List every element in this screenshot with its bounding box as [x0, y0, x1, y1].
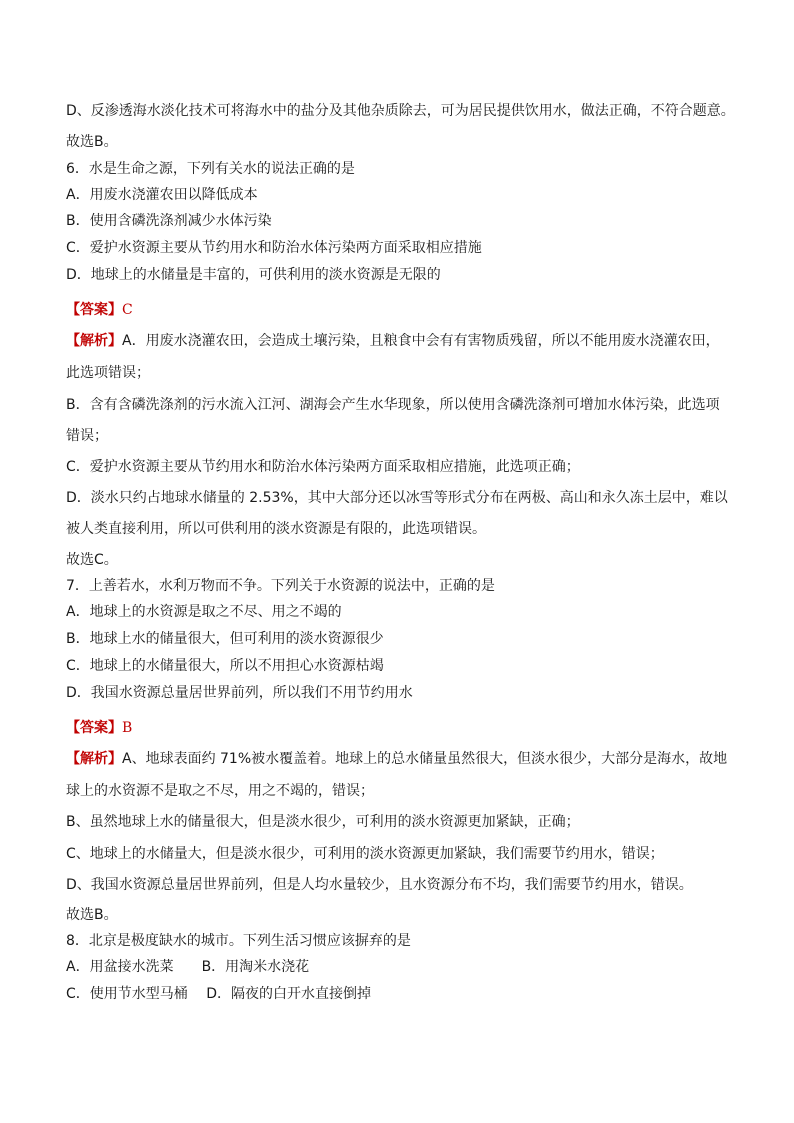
text-segment: B．地球上水的储量很大，但可利用的淡水资源很少	[66, 631, 384, 647]
text-segment: 被人类直接利用，所以可供利用的淡水资源是有限的，此选项错误。	[66, 521, 486, 537]
text-line	[66, 876, 693, 894]
text-segment: 7．上善若水，水利万物而不争。下列关于水资源的说法中，正确的是	[66, 578, 495, 594]
text-segment: 故选B。	[66, 134, 118, 150]
text-line	[66, 396, 720, 414]
text-segment: 球上的水资源不是取之不尽，用之不竭的，错误；	[66, 783, 374, 799]
text-segment: D．淡水只约占地球水储量的 2.53%，其中大部分还以冰雪等形式分布在两极、高山和永久冻土层中，难以	[66, 490, 728, 506]
text-line	[66, 719, 132, 737]
text-segment: B．使用含磷洗涤剂减少水体污染	[66, 213, 272, 229]
text-line	[66, 750, 727, 768]
text-line	[66, 266, 441, 284]
text-segment: C．爱护水资源主要从节约用水和防治水体污染两方面采取相应措施，此选项正确；	[66, 459, 580, 475]
text-line	[66, 364, 150, 382]
text-segment: C．爱护水资源主要从节约用水和防治水体污染两方面采取相应措施	[66, 240, 482, 256]
text-segment: 6．水是生命之源，下列有关水的说法正确的是	[66, 161, 355, 177]
text-segment: D．地球上的水储量是丰富的，可供利用的淡水资源是无限的	[66, 267, 441, 283]
text-segment: A．用废水浇灌农田，会造成土壤污染，且粮食中会有有害物质残留，所以不能用废水浇灌农田，	[122, 333, 720, 349]
text-segment: A．地球上的水资源是取之不尽、用之不竭的	[66, 604, 342, 620]
text-line	[66, 932, 411, 950]
text-segment: D．我国水资源总量居世界前列，所以我们不用节约用水	[66, 685, 413, 701]
text-segment: A．用废水浇灌农田以降低成本	[66, 187, 258, 203]
text-segment: C、地球上的水储量大，但是淡水很少，可利用的淡水资源更加紧缺，我们需要节约用水，错误；	[66, 846, 664, 862]
text-line	[66, 160, 355, 178]
text-line	[66, 657, 384, 675]
text-segment: 8．北京是极度缺水的城市。下列生活习惯应该摒弃的是	[66, 933, 411, 949]
section-label: 【解析】	[66, 333, 122, 349]
text-line	[66, 985, 371, 1003]
text-line	[66, 239, 482, 257]
text-line	[66, 603, 342, 621]
text-line	[66, 845, 664, 863]
text-line	[66, 906, 118, 924]
text-segment: 此选项错误；	[66, 365, 150, 381]
text-line	[66, 489, 728, 507]
text-line	[66, 813, 580, 831]
text-line	[66, 102, 735, 120]
text-segment: C	[122, 302, 133, 318]
text-line	[66, 427, 108, 445]
section-label: 【答案】	[66, 302, 122, 318]
section-label: 【解析】	[66, 751, 122, 767]
text-line	[66, 301, 133, 319]
text-segment: A．用盆接水洗菜 B．用淘米水浇花	[66, 959, 310, 975]
text-line	[66, 133, 118, 151]
text-segment: 故选B。	[66, 907, 118, 923]
text-line	[66, 332, 720, 350]
text-line	[66, 212, 272, 230]
text-line	[66, 551, 118, 569]
text-segment: D、反渗透海水淡化技术可将海水中的盐分及其他杂质除去，可为居民提供饮用水，做法正确，不符合题意。	[66, 103, 735, 119]
text-segment: D、我国水资源总量居世界前列，但是人均水量较少，且水资源分布不均，我们需要节约用水，错误。	[66, 877, 693, 893]
text-segment: C．地球上的水储量很大，所以不用担心水资源枯竭	[66, 658, 384, 674]
text-line	[66, 782, 374, 800]
text-segment: B、虽然地球上水的储量很大，但是淡水很少，可利用的淡水资源更加紧缺，正确；	[66, 814, 580, 830]
text-segment: C．使用节水型马桶 D．隔夜的白开水直接倒掉	[66, 986, 372, 1002]
text-line	[66, 520, 486, 538]
text-line	[66, 577, 495, 595]
text-line	[66, 684, 413, 702]
text-segment: B	[122, 720, 133, 736]
text-line	[66, 458, 580, 476]
text-segment: 故选C。	[66, 552, 118, 568]
text-line	[66, 186, 258, 204]
section-label: 【答案】	[66, 720, 122, 736]
text-segment: 错误；	[66, 428, 108, 444]
text-line	[66, 958, 309, 976]
text-line	[66, 630, 384, 648]
text-segment: B．含有含磷洗涤剂的污水流入江河、湖海会产生水华现象，所以使用含磷洗涤剂可增加水体污染，此选项	[66, 397, 720, 413]
text-segment: A、地球表面约 71%被水覆盖着。地球上的总水储量虽然很大，但淡水很少，大部分是海水，故地	[122, 751, 728, 767]
